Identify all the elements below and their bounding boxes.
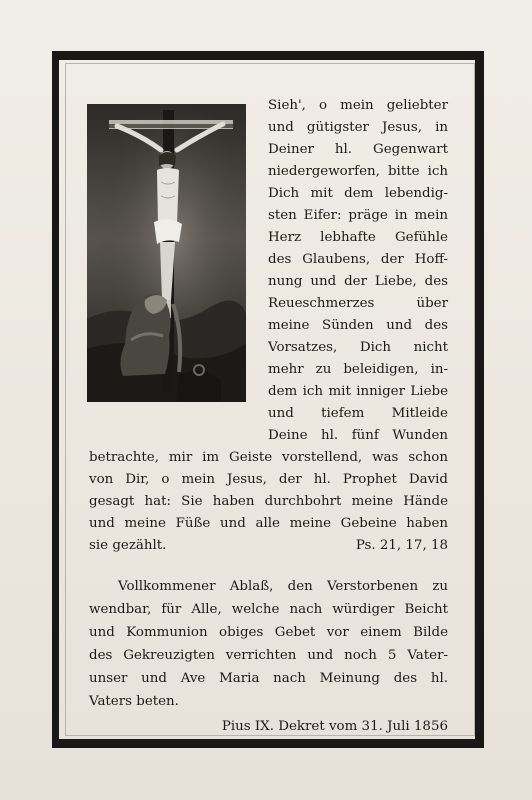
prayer-line: betrachte, mir im Geiste vorstellend, was schon (89, 450, 448, 465)
prayer-line: und gütigster Jesus, in (268, 120, 448, 135)
crucifixion-image (87, 104, 246, 402)
prayer-line: Dich mit dem lebendig- (268, 186, 448, 201)
prayer-line: dem ich mit inniger Liebe (268, 384, 448, 399)
prayer-line: niedergeworfen, bitte ich (268, 164, 448, 179)
prayer-line: und tiefem Mitleide (268, 406, 448, 421)
decree-reference: Pius IX. Dekret vom 31. Juli 1856 (221, 719, 448, 734)
prayer-line: sten Eifer: präge in mein (268, 208, 448, 223)
prayer-line: Deiner hl. Gegenwart (268, 142, 448, 157)
indulgence-line: wendbar, für Alle, welche nach würdiger Beicht (89, 602, 448, 617)
indulgence-line: unser und Ave Maria nach Meinung des hl. (89, 671, 448, 686)
prayer-line: Vorsatzes, Dich nicht (268, 340, 448, 355)
indulgence-line: und Kommunion obiges Gebet vor einem Bilde (89, 625, 448, 640)
psalm-reference: Ps. 21, 17, 18 (355, 538, 448, 553)
prayer-line: Sieh', o mein geliebter (268, 98, 448, 113)
prayer-line: Herz lebhafte Gefühle (268, 230, 448, 245)
prayer-line: nung und der Liebe, des (268, 274, 448, 289)
indulgence-last-line: Vaters beten. (89, 694, 179, 709)
prayer-line: von Dir, o mein Jesus, der hl. Prophet David (89, 472, 448, 487)
prayer-line: Reueschmerzes über (268, 296, 448, 311)
prayer-last-line: sie gezählt. (89, 538, 167, 553)
indulgence-line: des Gekreuzigten verrichten und noch 5 Vater- (89, 648, 448, 663)
indulgence-line: Vollkommener Ablaß, den Verstorbenen zu (118, 579, 448, 594)
prayer-line: meine Sünden und des (268, 318, 448, 333)
prayer-line: mehr zu beleidigen, in- (268, 362, 448, 377)
prayer-line: des Glaubens, der Hoff- (268, 252, 448, 267)
prayer-line: und meine Füße und alle meine Gebeine haben (89, 516, 448, 531)
prayer-line: Deine hl. fünf Wunden (268, 428, 448, 443)
prayer-line: gesagt hat: Sie haben durchbohrt meine Hände (89, 494, 448, 509)
